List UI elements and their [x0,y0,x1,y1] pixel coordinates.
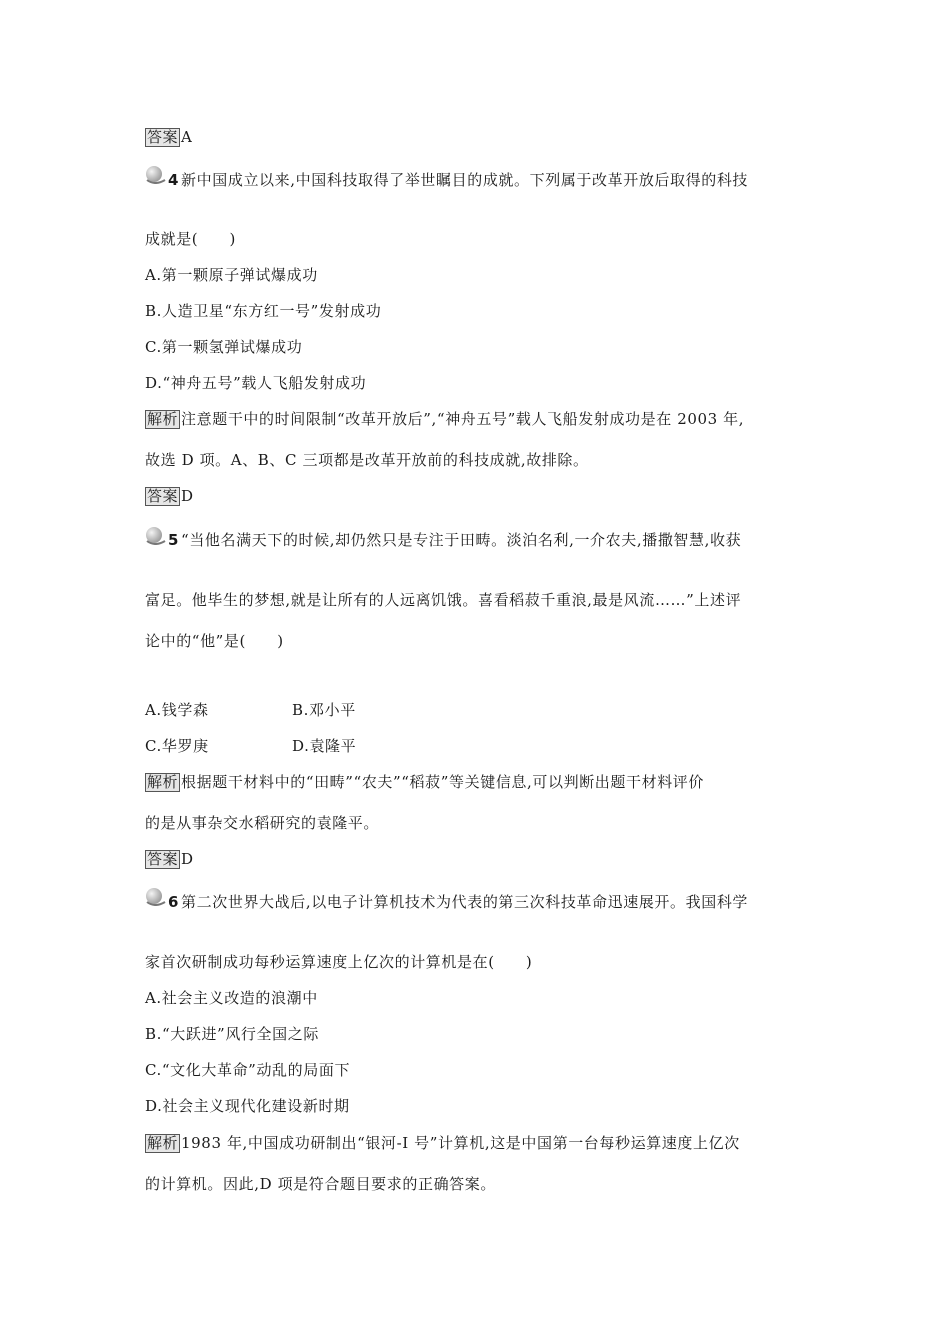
answer-tag: 答案 [147,850,179,868]
question-6-analysis-line-1: 解析 1983 年,中国成功研制出“银河-Ⅰ 号”计算机,这是中国第一台每秒运算速度上亿次 [147,1134,740,1152]
question-4-analysis-line-2: 故选 D 项。A、B、C 三项都是改革开放前的科技成就,故排除。 [145,451,589,469]
question-4-answer: 答案 D [147,487,194,505]
answer-tag: 答案 [147,487,179,505]
question-5-stem-line-1: 5 “当他名满天下的时候,却仍然只是专注于田畴。淡泊名利,一介农夫,播撒智慧,收获 [168,531,742,549]
question-6-stem-line-1: 6 第二次世界大战后,以电子计算机技术为代表的第三次科技革命迅速展开。我国科学 [168,893,749,911]
question-5-option-d: D.袁隆平 [292,737,357,755]
question-5-stem-line-3: 论中的“他”是( ) [145,632,284,650]
question-5-option-b: B.邓小平 [292,701,356,719]
question-4-stem-line-1: 4 新中国成立以来,中国科技取得了举世瞩目的成就。下列属于改革开放后取得的科技 [168,171,749,189]
question-number: 5 [168,531,180,549]
answer-value: A [181,128,193,146]
question-6-stem-line-2: 家首次研制成功每秒运算速度上亿次的计算机是在( ) [145,953,533,971]
question-6-option-b: B.“大跃进”风行全国之际 [145,1025,319,1043]
question-4-option-a: A.第一颗原子弹试爆成功 [145,266,318,284]
analysis-tag: 解析 [147,773,179,791]
question-6-option-d: D.社会主义现代化建设新时期 [145,1097,350,1115]
question-6-option-a: A.社会主义改造的浪潮中 [145,989,318,1007]
question-4-analysis-line-1: 解析 注意题干中的时间限制“改革开放后”,“神舟五号”载人飞船发射成功是在 2003 年, [147,410,745,428]
answer-tag: 答案 [147,128,179,146]
question-5-analysis-line-1: 解析 根据题干材料中的“田畴”“农夫”“稻菽”等关键信息,可以判断出题干材料评价 [147,773,704,791]
question-number: 4 [168,171,180,189]
question-number: 6 [168,893,180,911]
question-5-answer: 答案 D [147,850,194,868]
question-4-option-b: B.人造卫星“东方红一号”发射成功 [145,302,382,320]
question-marker-icon [145,525,167,545]
analysis-tag: 解析 [147,1134,179,1152]
question-6-option-c: C.“文化大革命”动乱的局面下 [145,1061,351,1079]
analysis-tag: 解析 [147,410,179,428]
question-5-analysis-line-2: 的是从事杂交水稻研究的袁隆平。 [145,814,380,832]
question-5-stem-line-2: 富足。他毕生的梦想,就是让所有的人远离饥饿。喜看稻菽千重浪,最是风流……”上述评 [145,591,742,609]
question-4-option-c: C.第一颗氢弹试爆成功 [145,338,303,356]
question-marker-icon [145,164,167,184]
question-4-option-d: D.“神舟五号”载人飞船发射成功 [145,374,367,392]
question-6-analysis-line-2: 的计算机。因此,D 项是符合题目要求的正确答案。 [145,1175,496,1193]
question-marker-icon [145,886,167,906]
question-5-option-c: C.华罗庚 [145,737,209,755]
answer-line [145,127,192,147]
question-5-option-a: A.钱学森 [145,701,209,719]
question-4-stem-line-2: 成就是( ) [145,230,236,248]
